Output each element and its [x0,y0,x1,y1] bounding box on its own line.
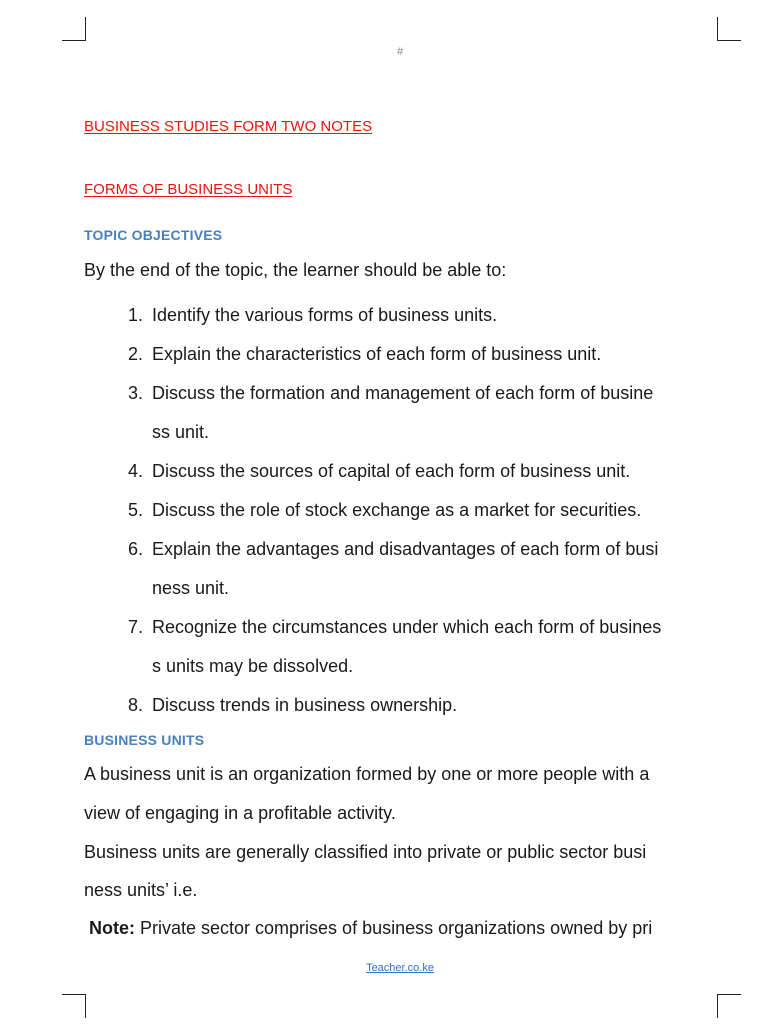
crop-mark-bottom-left [62,994,86,1018]
crop-mark-top-left [62,17,86,41]
note-label: Note: [89,918,135,938]
list-item-number: 6. [128,539,144,559]
list-item-number: 5. [128,500,144,520]
list-item-number: 7. [128,617,144,637]
list-item [120,296,740,335]
section-title: FORMS OF BUSINESS UNITS [84,181,293,198]
list-item-text-continued: s units may be dissolved. [152,656,354,676]
list-item-number: 2. [128,344,144,364]
list-item-text: Discuss the formation and management of each form of busine [152,383,654,403]
list-item [120,686,740,725]
note-text: Private sector comprises of business organizations owned by pri [135,918,653,938]
paragraph-line: ness units’ i.e. [84,880,198,900]
list-item-text: Discuss trends in business ownership. [152,695,458,715]
objectives-list [120,296,740,725]
list-item [120,335,740,374]
note-paragraph [89,918,652,939]
crop-mark-top-right [717,17,741,41]
objectives-heading: TOPIC OBJECTIVES [84,227,223,243]
list-item [120,491,740,530]
list-item-number: 8. [128,695,144,715]
list-item-text-continued: ss unit. [152,422,210,442]
paragraph-line: Business units are generally classified into private or public sector busi [84,842,647,862]
list-item-number: 4. [128,461,144,481]
list-item [120,608,740,686]
list-item-text: Discuss the sources of capital of each form of business unit. [152,461,631,481]
list-item-text: Discuss the role of stock exchange as a market for securities. [152,500,642,520]
objectives-intro: By the end of the topic, the learner should be able to: [84,260,507,280]
list-item-text-continued: ness unit. [152,578,230,598]
paragraph-line: view of engaging in a profitable activity. [84,803,396,823]
list-item [120,452,740,491]
list-item-text: Recognize the circumstances under which each form of busines [152,617,662,637]
business-units-heading: BUSINESS UNITS [84,732,205,748]
paragraph-line: A business unit is an organization formed by one or more people with a [84,764,650,784]
footer-link[interactable]: Teacher.co.ke [366,962,434,974]
document-title: BUSINESS STUDIES FORM TWO NOTES [84,118,373,135]
list-item-number: 1. [128,305,144,325]
list-item-number: 3. [128,383,144,403]
list-item [120,374,740,452]
list-item [120,530,740,608]
crop-mark-bottom-right [717,994,741,1018]
list-item-text: Identify the various forms of business units. [152,305,498,325]
list-item-text: Explain the advantages and disadvantages of each form of busi [152,539,659,559]
page-marker: # [396,46,404,58]
list-item-text: Explain the characteristics of each form of business unit. [152,344,602,364]
